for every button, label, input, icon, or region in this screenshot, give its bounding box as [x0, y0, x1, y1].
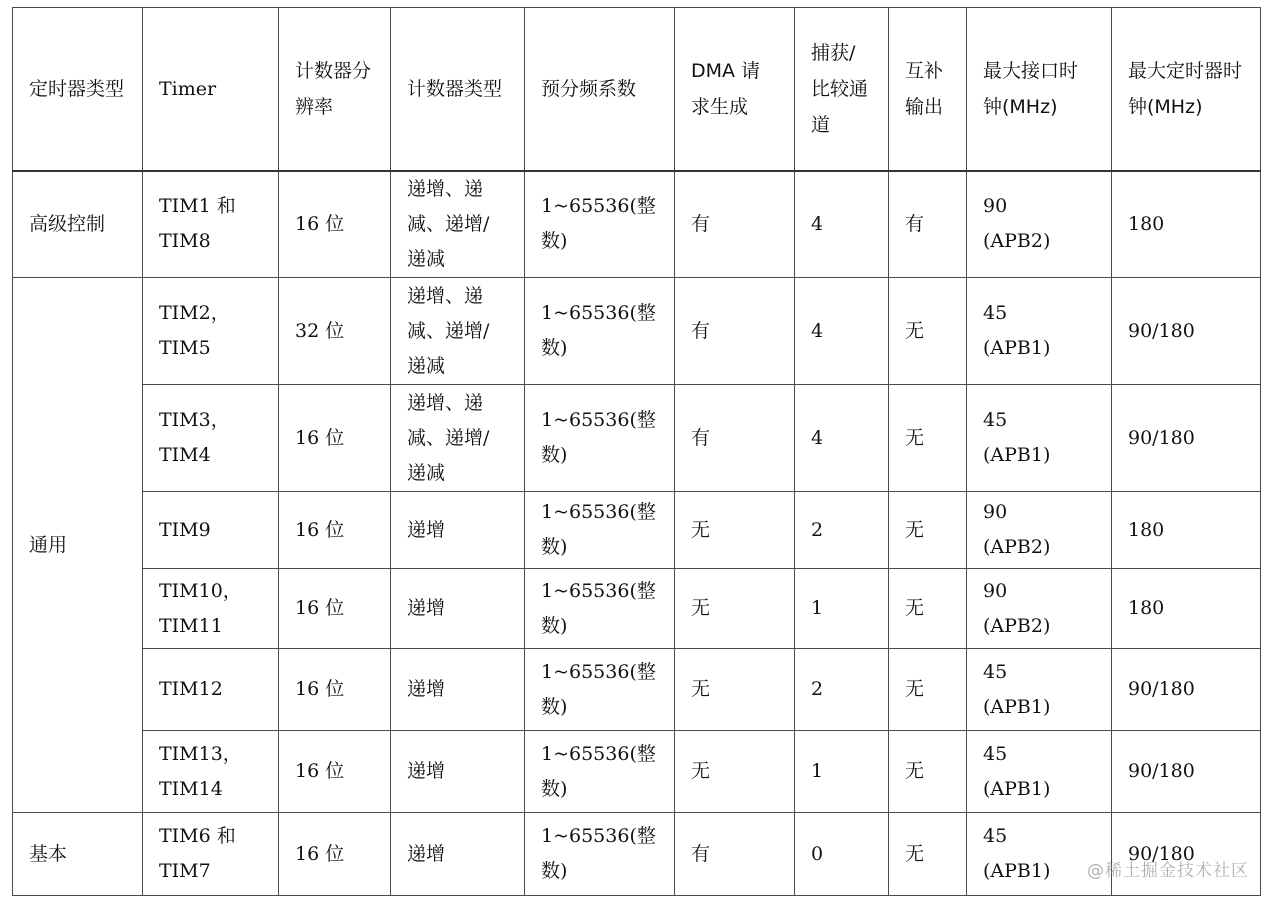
channels-cell: 4 — [795, 278, 889, 385]
dma-cell: 无 — [675, 731, 795, 813]
timer-clock-cell: 90/180 — [1112, 731, 1261, 813]
channels-cell: 2 — [795, 649, 889, 731]
timer-spec-table — [12, 7, 1261, 896]
header-row — [13, 8, 1261, 171]
header-dma-request: DMA 请求生成 — [675, 8, 795, 171]
channels-cell: 1 — [795, 569, 889, 649]
prescaler-cell: 1~65536(整数) — [525, 569, 675, 649]
resolution-cell: 16 位 — [279, 731, 391, 813]
dma-cell: 无 — [675, 569, 795, 649]
group-type-cell: 通用 — [13, 278, 143, 813]
dma-cell: 有 — [675, 278, 795, 385]
prescaler-cell: 1~65536(整数) — [525, 731, 675, 813]
timer-clock-cell: 180 — [1112, 171, 1261, 278]
complementary-cell: 无 — [889, 385, 967, 492]
resolution-cell: 16 位 — [279, 649, 391, 731]
interface-clock-cell: 45 (APB1) — [967, 278, 1112, 385]
prescaler-cell: 1~65536(整数) — [525, 171, 675, 278]
complementary-cell: 有 — [889, 171, 967, 278]
interface-clock-cell: 45 (APB1) — [967, 385, 1112, 492]
counter-type-cell: 递增 — [391, 731, 525, 813]
timer-clock-cell: 180 — [1112, 492, 1261, 569]
prescaler-cell: 1~65536(整数) — [525, 813, 675, 896]
timer-cell: TIM3， TIM4 — [143, 385, 279, 492]
interface-clock-cell: 90 (APB2) — [967, 171, 1112, 278]
table-row — [13, 492, 1261, 569]
timer-cell: TIM2， TIM5 — [143, 278, 279, 385]
resolution-cell: 16 位 — [279, 385, 391, 492]
counter-type-cell: 递增、递减、递增/递减 — [391, 385, 525, 492]
header-counter-type: 计数器类型 — [391, 8, 525, 171]
timer-cell: TIM1 和 TIM8 — [143, 171, 279, 278]
prescaler-cell: 1~65536(整数) — [525, 492, 675, 569]
dma-cell: 有 — [675, 171, 795, 278]
timer-clock-cell: 90/180 — [1112, 385, 1261, 492]
complementary-cell: 无 — [889, 731, 967, 813]
header-complementary-output: 互补输出 — [889, 8, 967, 171]
table-row — [13, 649, 1261, 731]
complementary-cell: 无 — [889, 278, 967, 385]
complementary-cell: 无 — [889, 813, 967, 896]
header-counter-resolution: 计数器分辨率 — [279, 8, 391, 171]
resolution-cell: 32 位 — [279, 278, 391, 385]
header-prescaler: 预分频系数 — [525, 8, 675, 171]
timer-clock-cell: 90/180 — [1112, 649, 1261, 731]
table-row — [13, 278, 1261, 385]
timer-cell: TIM12 — [143, 649, 279, 731]
interface-clock-cell: 45 (APB1) — [967, 731, 1112, 813]
timer-cell: TIM10， TIM11 — [143, 569, 279, 649]
counter-type-cell: 递增、递减、递增/递减 — [391, 171, 525, 278]
dma-cell: 无 — [675, 649, 795, 731]
interface-clock-cell: 90 (APB2) — [967, 569, 1112, 649]
channels-cell: 2 — [795, 492, 889, 569]
timer-cell: TIM6 和 TIM7 — [143, 813, 279, 896]
channels-cell: 1 — [795, 731, 889, 813]
interface-clock-cell: 90 (APB2) — [967, 492, 1112, 569]
table-row — [13, 731, 1261, 813]
table-row — [13, 813, 1261, 896]
resolution-cell: 16 位 — [279, 171, 391, 278]
header-capture-compare-channels: 捕获/比较通道 — [795, 8, 889, 171]
resolution-cell: 16 位 — [279, 569, 391, 649]
table-row — [13, 569, 1261, 649]
interface-clock-cell: 45 (APB1) — [967, 813, 1112, 896]
channels-cell: 4 — [795, 171, 889, 278]
table-row — [13, 385, 1261, 492]
resolution-cell: 16 位 — [279, 813, 391, 896]
group-type-cell: 高级控制 — [13, 171, 143, 278]
counter-type-cell: 递增、递减、递增/递减 — [391, 278, 525, 385]
timer-clock-cell: 90/180 — [1112, 278, 1261, 385]
prescaler-cell: 1~65536(整数) — [525, 385, 675, 492]
timer-cell: TIM13， TIM14 — [143, 731, 279, 813]
table-row — [13, 171, 1261, 278]
dma-cell: 无 — [675, 492, 795, 569]
header-max-interface-clock: 最大接口时钟(MHz) — [967, 8, 1112, 171]
timer-clock-cell: 90/180 — [1112, 813, 1261, 896]
dma-cell: 有 — [675, 385, 795, 492]
timer-clock-cell: 180 — [1112, 569, 1261, 649]
watermark-text: @稀土掘金技术社区 — [1087, 861, 1249, 881]
interface-clock-cell: 45 (APB1) — [967, 649, 1112, 731]
counter-type-cell: 递增 — [391, 492, 525, 569]
complementary-cell: 无 — [889, 569, 967, 649]
group-type-cell: 基本 — [13, 813, 143, 896]
dma-cell: 有 — [675, 813, 795, 896]
prescaler-cell: 1~65536(整数) — [525, 278, 675, 385]
channels-cell: 4 — [795, 385, 889, 492]
channels-cell: 0 — [795, 813, 889, 896]
complementary-cell: 无 — [889, 492, 967, 569]
prescaler-cell: 1~65536(整数) — [525, 649, 675, 731]
counter-type-cell: 递增 — [391, 813, 525, 896]
header-timer-type: 定时器类型 — [13, 8, 143, 171]
counter-type-cell: 递增 — [391, 649, 525, 731]
header-timer: Timer — [143, 8, 279, 171]
header-max-timer-clock: 最大定时器时钟(MHz) — [1112, 8, 1261, 171]
timer-cell: TIM9 — [143, 492, 279, 569]
resolution-cell: 16 位 — [279, 492, 391, 569]
complementary-cell: 无 — [889, 649, 967, 731]
counter-type-cell: 递增 — [391, 569, 525, 649]
